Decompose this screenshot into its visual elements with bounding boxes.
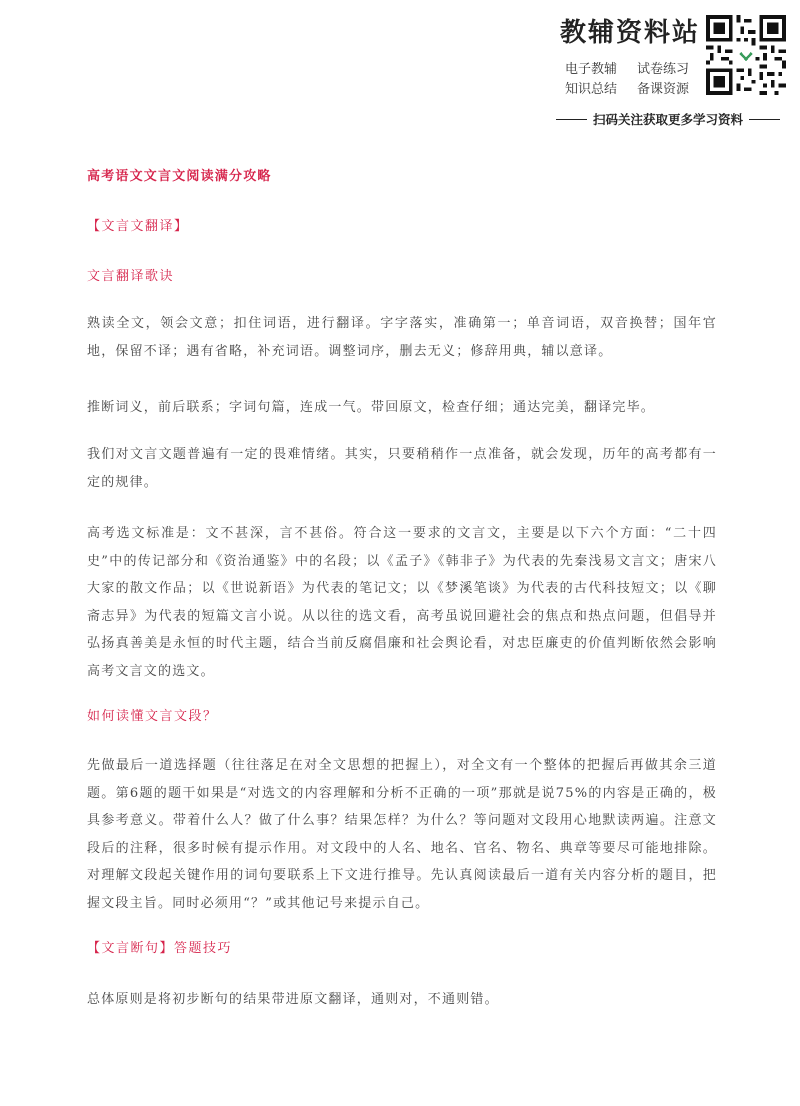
paragraph-reading-method: 先做最后一道选择题（往往落足在对全文思想的把握上），对全文有一个整体的把握后再做其余三道题。第6题的题干如果是“对选文的内容理解和分析不正确的一项”那就是说75%的内容是正确的，极具参考意义。带着什么人？做了什么事？结果怎样？为什么？等问题对文段用心地默读两遍。注意文段后的注释，很多时候有提示作用。对文段中的人名、地名、官名、物名、典章等要尽可能地排除。对理解文段起关键作用的词句要联系上下文进行推导。先认真阅读最后一道有关内容分析的题目，把握文段主旨。同时必须用“？”或其他记号来提示自己。 xyxy=(87,758,717,911)
paragraph-punctuation-principle: 总体原则是将初步断句的结果带进原文翻译，通则对，不通则错。 xyxy=(87,992,499,1007)
section-heading-punctuation: 【文言断句】答题技巧 xyxy=(87,941,233,956)
slogan-left-divider xyxy=(556,119,587,120)
link-lesson-resources[interactable]: 备课资源 xyxy=(637,82,690,97)
link-knowledge-summary[interactable]: 知识总结 xyxy=(565,82,618,97)
brand-name: 教辅资料站 xyxy=(560,18,701,48)
link-exam-practice[interactable]: 试卷练习 xyxy=(637,62,690,77)
qr-code-icon[interactable] xyxy=(706,15,786,95)
subheading-how-to-read: 如何读懂文言文段？ xyxy=(87,709,218,724)
paragraph-rhyme-part1: 熟读全文，领会文意；扣住词语，进行翻译。字字落实，准确第一；单音词语，双音换替；国年官地，保留不译；遇有省略，补充词语。调整词序，删去无义；修辞用典，辅以意译。 xyxy=(87,316,717,359)
paragraph-selection-standards: 高考选文标准是：文不甚深，言不甚俗。符合这一要求的文言文，主要是以下六个方面：“二十四史”中的传记部分和《资治通鉴》中的名段；以《孟子》《韩非子》为代表的先秦浅易文言文；唐宋八大家的散文作品；以《世说新语》为代表的笔记文；以《梦溪笔谈》为代表的古代科技短文；以《聊斋志异》为代表的短篇文言小说。从以往的选文看，高考虽说回避社会的焦点和热点问题，但倡导并弘扬真善美是永恒的时代主题，结合当前反腐倡廉和社会舆论看，对忠臣廉吏的价值判断依然会影响高考文言文的选文。 xyxy=(87,526,717,679)
paragraph-rhyme-part2: 推断词义，前后联系；字词句篇，连成一气。带回原文，检查仔细；通达完美，翻译完毕。 xyxy=(87,400,656,415)
page-title: 高考语文文言文阅读满分攻略 xyxy=(87,169,272,184)
section-heading-translation: 【文言文翻译】 xyxy=(87,219,189,234)
slogan-right-divider xyxy=(749,119,780,120)
paragraph-intro: 我们对文言文题普遍有一定的畏难情绪。其实，只要稍稍作一点准备，就会发现，历年的高考都有一定的规律。 xyxy=(87,447,717,490)
link-e-textbook[interactable]: 电子教辅 xyxy=(565,62,618,77)
subheading-translation-rhyme: 文言翻译歌诀 xyxy=(87,269,175,284)
slogan-text: 扫码关注获取更多学习资料 xyxy=(593,112,744,127)
scan-slogan xyxy=(556,110,780,128)
